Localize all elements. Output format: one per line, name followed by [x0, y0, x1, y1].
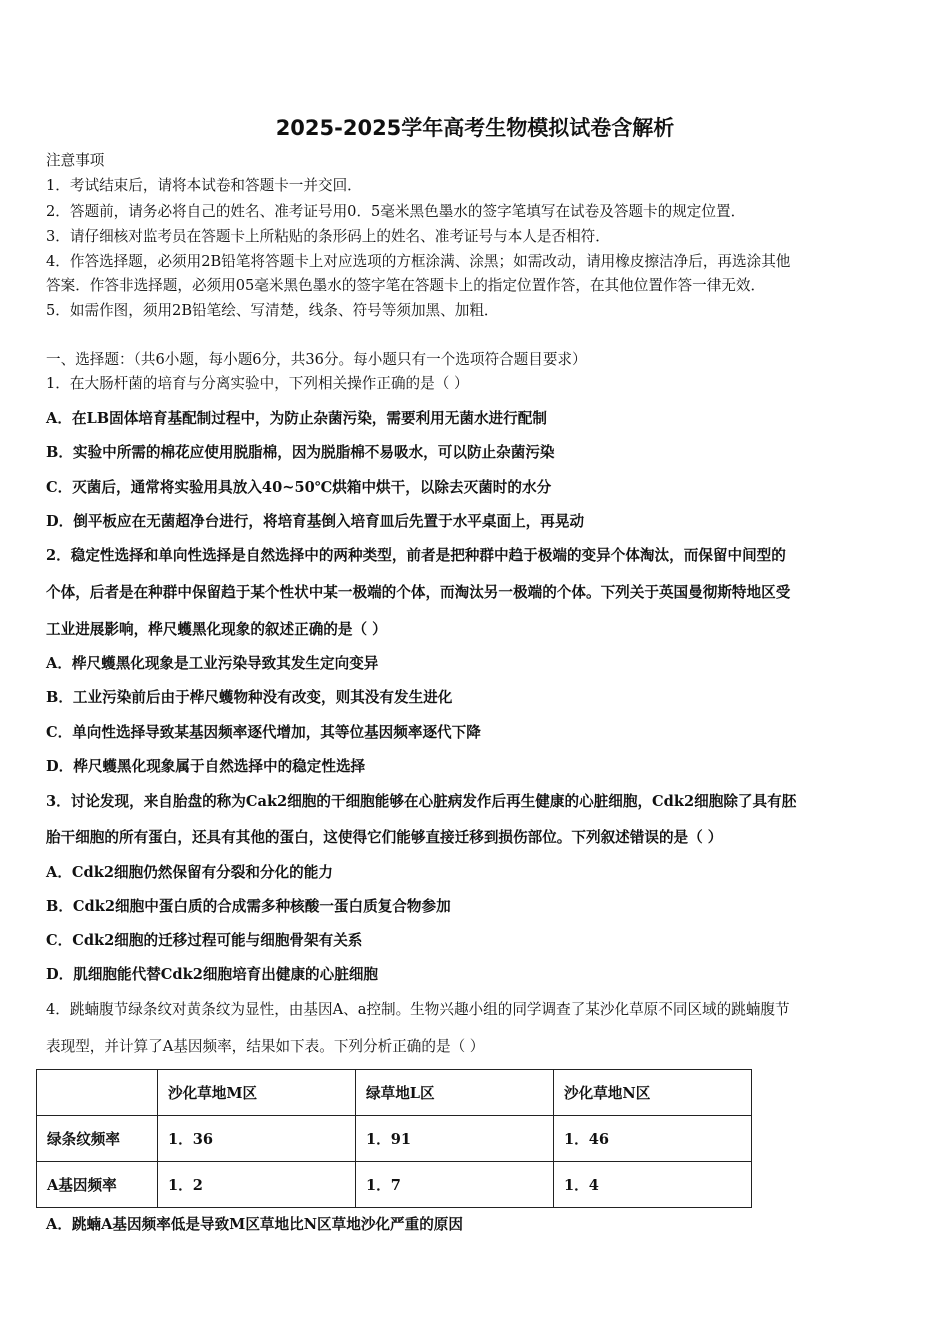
q4-option-a: A．跳蝻A基因频率低是导致M区草地比N区草地沙化严重的原因	[46, 1216, 463, 1233]
q2-stem-line-3: 工业进展影响，桦尺蠖黑化现象的叙述正确的是（ ）	[46, 621, 387, 638]
notice-item-5: 5．如需作图，须用2B铅笔绘、写清楚，线条、符号等须加黑、加粗．	[46, 302, 499, 319]
table-row	[37, 1162, 752, 1208]
q3-option-a: A．Cdk2细胞仍然保留有分裂和分化的能力	[46, 864, 333, 881]
table-header-cell: 沙化草地M区	[158, 1070, 356, 1116]
table-cell: 1．36	[158, 1116, 356, 1162]
notice-heading: 注意事项	[46, 152, 105, 169]
table-cell: 1．4	[554, 1162, 752, 1208]
notice-item-4-cont: 答案．作答非选择题，必须用05毫米黑色墨水的签字笔在答题卡上的指定位置作答，在其他位置作答一律无效．	[46, 277, 766, 294]
q3-option-b: B．Cdk2细胞中蛋白质的合成需多种核酸一蛋白质复合物参加	[46, 898, 451, 915]
q2-option-b: B．工业污染前后由于桦尺蠖物种没有改变，则其没有发生进化	[46, 689, 453, 706]
q2-option-c: C．单向性选择导致某基因频率逐代增加，其等位基因频率逐代下降	[46, 724, 481, 741]
q2-option-a: A．桦尺蠖黑化现象是工业污染导致其发生定向变异	[46, 655, 379, 672]
q4-stem-line-2: 表现型，并计算了A基因频率，结果如下表。下列分析正确的是（ ）	[46, 1038, 485, 1055]
q3-stem-line-2: 胎干细胞的所有蛋白，还具有其他的蛋白，这使得它们能够直接迁移到损伤部位。下列叙述错误的是（ ）	[46, 829, 723, 846]
table-cell: 1．46	[554, 1116, 752, 1162]
q2-option-d: D．桦尺蠖黑化现象属于自然选择中的稳定性选择	[46, 758, 366, 775]
q1-option-b: B．实验中所需的棉花应使用脱脂棉，因为脱脂棉不易吸水，可以防止杂菌污染	[46, 444, 555, 461]
table-cell: 1．2	[158, 1162, 356, 1208]
q1-option-a: A．在LB固体培育基配制过程中，为防止杂菌污染，需要利用无菌水进行配制	[46, 410, 547, 427]
notice-item-1: 1．考试结束后，请将本试卷和答题卡一并交回．	[46, 177, 362, 194]
q3-option-c: C．Cdk2细胞的迁移过程可能与细胞骨架有关系	[46, 932, 363, 949]
table-header-cell	[37, 1070, 158, 1116]
notice-item-3: 3．请仔细核对监考员在答题卡上所粘贴的条形码上的姓名、准考证号与本人是否相符．	[46, 228, 610, 245]
table-row-label: 绿条纹频率	[37, 1116, 158, 1162]
section-heading: 一、选择题：（共6小题，每小题6分，共36分。每小题只有一个选项符合题目要求）	[46, 351, 587, 368]
table-cell: 1．91	[356, 1116, 554, 1162]
q2-stem-line-2: 个体，后者是在种群中保留趋于某个性状中某一极端的个体，而淘汰另一极端的个体。下列关于英国曼彻斯特地区受	[46, 584, 791, 601]
q4-stem-line-1: 4．跳蝻腹节绿条纹对黄条纹为显性，由基因A、a控制。生物兴趣小组的同学调查了某沙化草原不同区域的跳蝻腹节	[46, 1001, 790, 1018]
q1-option-d: D．倒平板应在无菌超净台进行，将培育基倒入培育皿后先置于水平桌面上，再晃动	[46, 513, 585, 530]
table-header-cell: 沙化草地N区	[554, 1070, 752, 1116]
table-row-label: A基因频率	[37, 1162, 158, 1208]
notice-item-2: 2．答题前，请务必将自己的姓名、准考证号用0．5毫米黑色墨水的签字笔填写在试卷及答题卡的规定位置．	[46, 203, 746, 220]
table-cell: 1．7	[356, 1162, 554, 1208]
gene-frequency-table	[36, 1069, 752, 1208]
table-header-row	[37, 1070, 752, 1116]
notice-item-4: 4．作答选择题，必须用2B铅笔将答题卡上对应选项的方框涂满、涂黑；如需改动，请用橡皮擦洁净后，再选涂其他	[46, 253, 791, 270]
table-row	[37, 1116, 752, 1162]
q1-stem: 1．在大肠杆菌的培育与分离实验中，下列相关操作正确的是（ ）	[46, 375, 469, 392]
q3-option-d: D．肌细胞能代替Cdk2细胞培育出健康的心脏细胞	[46, 966, 379, 983]
q3-stem-line-1: 3．讨论发现，来自胎盘的称为Cak2细胞的干细胞能够在心脏病发作后再生健康的心脏细胞，Cdk2细胞除了具有胚	[46, 793, 797, 810]
q1-option-c: C．灭菌后，通常将实验用具放入40~50℃烘箱中烘干，以除去灭菌时的水分	[46, 479, 552, 496]
q2-stem-line-1: 2．稳定性选择和单向性选择是自然选择中的两种类型，前者是把种群中趋于极端的变异个体淘汰，而保留中间型的	[46, 547, 786, 564]
table-header-cell: 绿草地L区	[356, 1070, 554, 1116]
page-title: 2025-2025学年高考生物模拟试卷含解析	[275, 116, 675, 140]
